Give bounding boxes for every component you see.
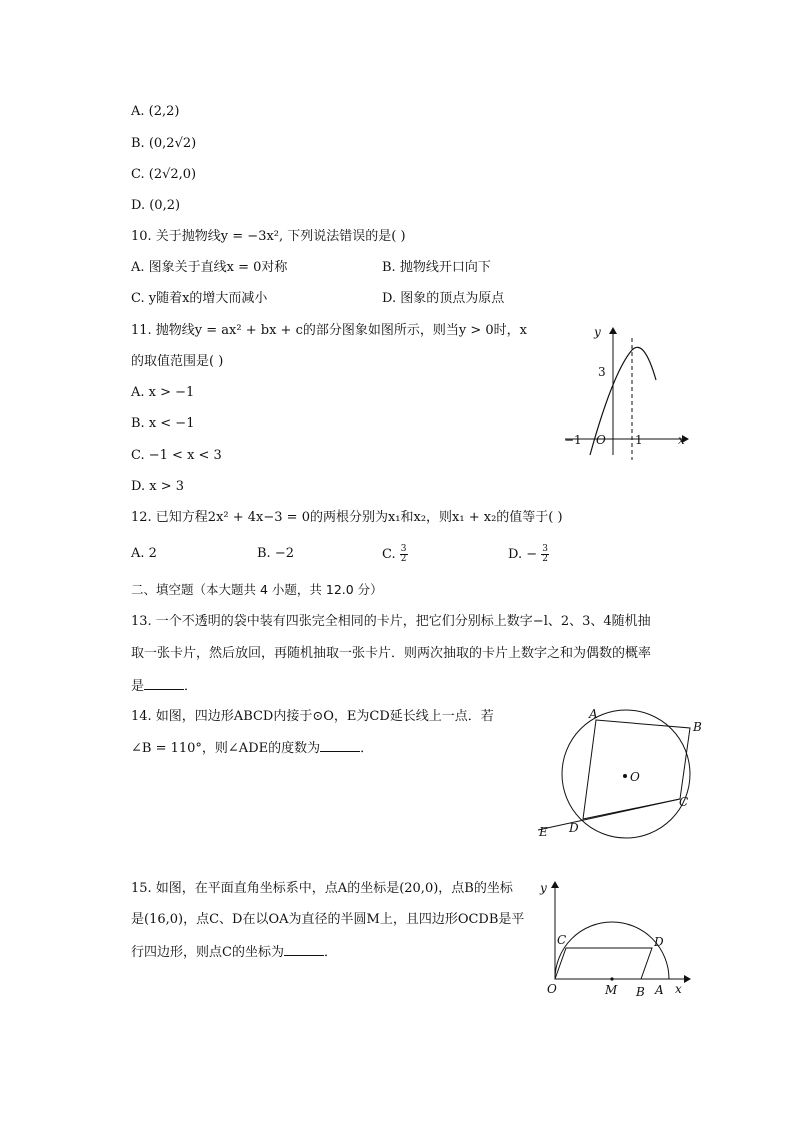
- q9-option-c: C. (2√2,0): [131, 167, 197, 182]
- q13-line1: 13. 一个不透明的袋中装有四张完全相同的卡片，把它们分别标上数字−l、2、3、4随机抽: [131, 614, 651, 629]
- section-fill-in-header: 二、填空题（本大题共 4 小题，共 12.0 分）: [131, 582, 383, 597]
- q13-line2: 取一张卡片，然后放回，再随机抽取一张卡片．则两次抽取的卡片上数字之和为偶数的概率: [131, 646, 652, 661]
- q14-line1: 14. 如图，四边形ABCD内接于⊙O，E为CD延长线上一点．若: [131, 709, 494, 724]
- q12-option-c-prefix: C.: [382, 547, 396, 562]
- q12-option-c-fraction: [400, 545, 408, 564]
- q11-option-b: B. x < −1: [131, 416, 195, 431]
- label-neg1: −1: [564, 433, 582, 447]
- line-cde: [538, 799, 680, 830]
- q14-line2-text: ∠B = 110°，则∠ADE的度数为: [131, 741, 321, 756]
- label-o: O: [596, 433, 606, 447]
- q13-answer-blank[interactable]: [144, 677, 184, 690]
- q15-line3: [131, 943, 337, 962]
- q15-line3-end: ．: [323, 945, 337, 960]
- q10-option-c: C. y随着x的增大而减小: [131, 291, 268, 306]
- label-x: x: [678, 433, 685, 447]
- q15-semicircle-figure: [538, 878, 698, 1000]
- label-b: B: [636, 985, 645, 999]
- q14-line2: [131, 739, 373, 758]
- q11-option-c: C. −1 < x < 3: [131, 448, 222, 463]
- q12-option-d-prefix: D. −: [508, 547, 538, 562]
- q10-option-b: B. 抛物线开口向下: [382, 260, 491, 275]
- q11-stem-line2: 的取值范围是( ): [131, 354, 224, 369]
- label-c: C: [557, 933, 567, 947]
- q11-option-a: A. x > −1: [131, 385, 195, 400]
- q10-option-d: D. 图象的顶点为原点: [382, 291, 505, 306]
- q9-option-d: D. (0,2): [131, 198, 181, 213]
- q12-stem: 12. 已知方程2x² + 4x−3 = 0的两根分别为x₁和x₂，则x₁ + x₂的值等于( ): [131, 510, 563, 525]
- label-1: 1: [635, 433, 643, 447]
- label-x: x: [675, 982, 682, 996]
- q9-option-a: A. (2,2): [131, 104, 180, 119]
- parallelogram-ocdb: [555, 948, 652, 979]
- point-m: [610, 977, 613, 980]
- q12-option-c: [382, 545, 408, 564]
- q10-option-a: A. 图象关于直线x = 0对称: [131, 260, 288, 275]
- label-e: E: [539, 825, 548, 839]
- q10-stem: 10. 关于抛物线y = −3x², 下列说法错误的是( ): [131, 229, 406, 244]
- label-a: A: [589, 707, 598, 721]
- q11-parabola-figure: [560, 320, 700, 460]
- label-y: y: [594, 325, 601, 339]
- q15-line3-text: 行四边形，则点C的坐标为: [131, 945, 284, 960]
- label-c: C: [679, 795, 689, 809]
- center-dot: [623, 774, 627, 778]
- q11-option-d: D. x > 3: [131, 479, 184, 494]
- q14-answer-blank[interactable]: [320, 739, 360, 752]
- q12-option-b: B. −2: [257, 546, 294, 561]
- q11-stem-line1: 11. 抛物线y = ax² + bx + c的部分图象如图所示，则当y > 0时，x: [131, 323, 527, 338]
- q9-option-b: B. (0,2√2): [131, 136, 197, 151]
- q12-option-d-fraction: [541, 545, 549, 564]
- q12-option-d: [508, 545, 549, 564]
- q14-circle-figure: [532, 706, 702, 846]
- q14-line2-end: ．: [360, 741, 374, 756]
- label-m: M: [605, 983, 618, 997]
- label-a: A: [655, 983, 664, 997]
- label-b: B: [693, 720, 702, 734]
- semicircle-m: [555, 922, 669, 979]
- q12-d-denominator: 2: [542, 554, 548, 564]
- label-d: D: [654, 935, 664, 949]
- label-d: D: [569, 821, 579, 835]
- q15-line2: 是(16,0)，点C、D在以OA为直径的半圆M上，且四边形OCDB是平: [131, 912, 525, 927]
- q13-line3: [131, 677, 197, 696]
- label-y: y: [540, 881, 547, 895]
- q15-line1: 15. 如图，在平面直角坐标系中，点A的坐标是(20,0)，点B的坐标: [131, 881, 513, 896]
- label-3: 3: [598, 365, 606, 379]
- label-o: O: [547, 982, 557, 996]
- circle-o: [562, 710, 690, 838]
- q12-option-a: A. 2: [131, 546, 157, 561]
- q12-c-denominator: 2: [400, 554, 407, 564]
- label-o: O: [630, 770, 640, 784]
- q12-c-numerator: 3: [400, 544, 407, 554]
- q12-d-numerator: 3: [542, 544, 548, 554]
- q13-line3-text: 是: [131, 679, 145, 694]
- q13-line3-end: ．: [184, 679, 198, 694]
- q15-answer-blank[interactable]: [284, 943, 324, 956]
